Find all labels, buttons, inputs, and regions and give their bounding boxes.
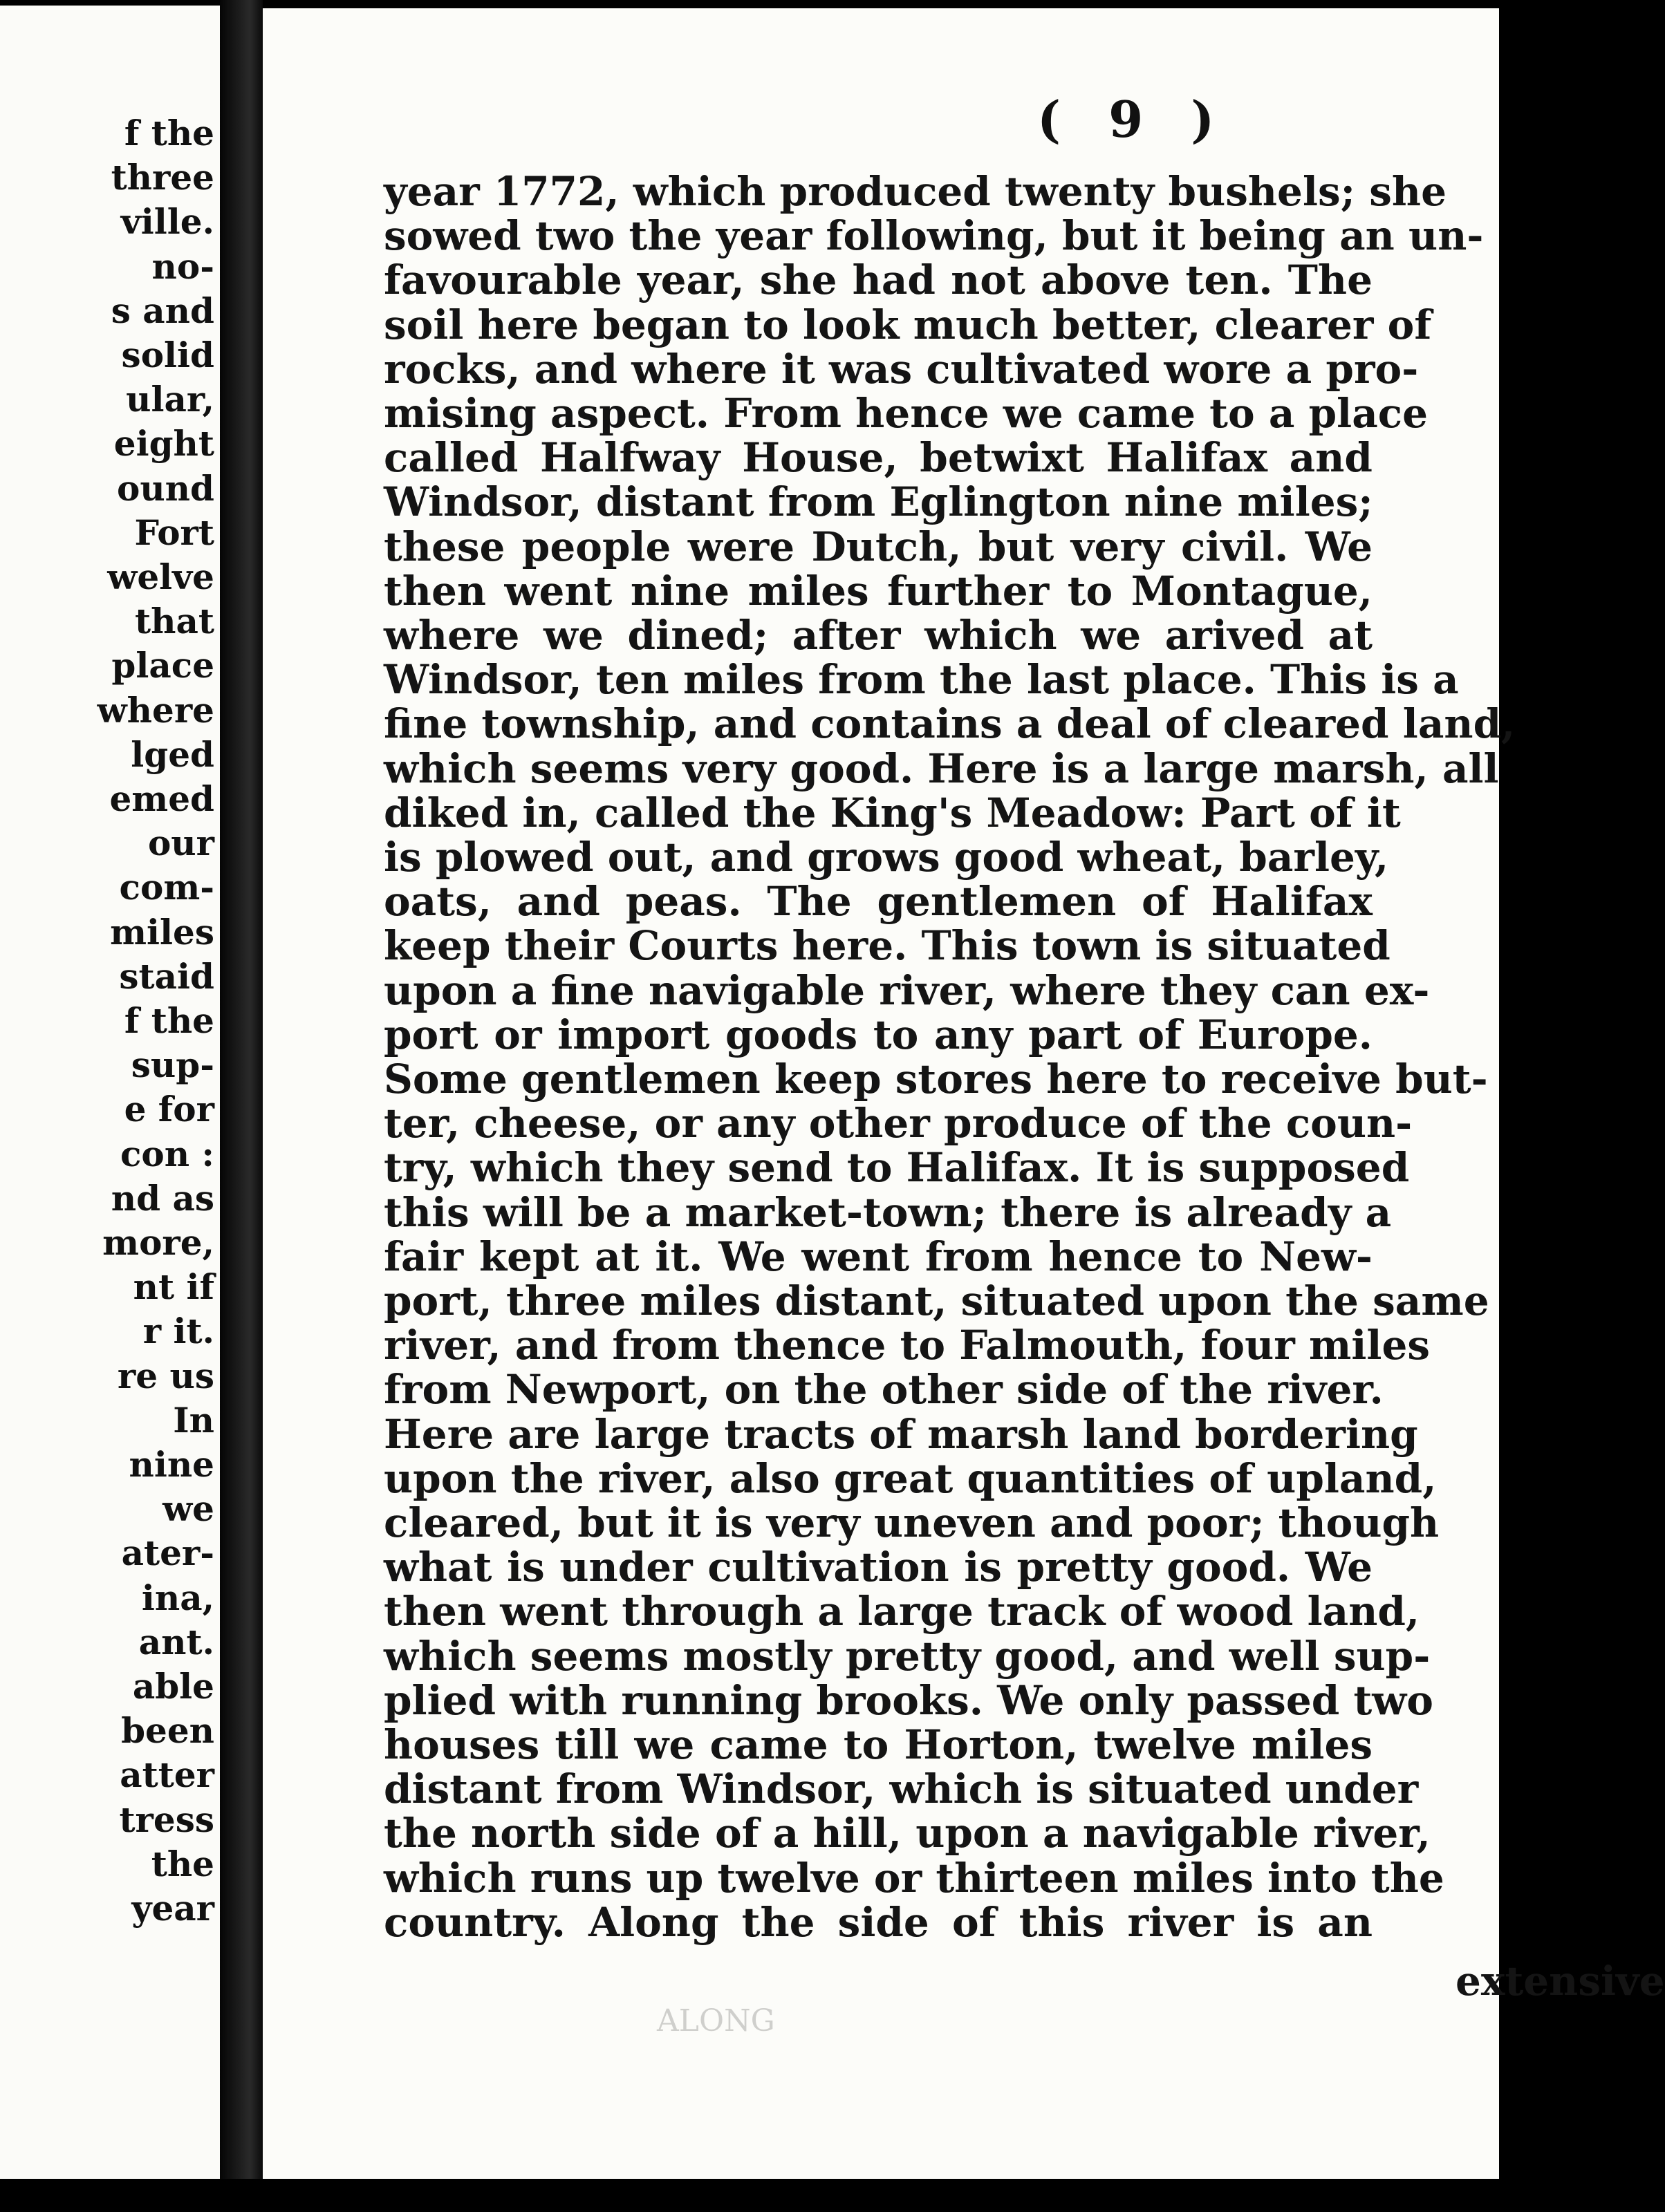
left-page-line: e for bbox=[124, 1089, 214, 1130]
text-line: cleared, but it is very uneven and poor; though bbox=[384, 1499, 1440, 1546]
text-line: the north side of a hill, upon a navigable river, bbox=[384, 1810, 1431, 1857]
left-page-line: f the bbox=[124, 1000, 214, 1041]
book-gutter bbox=[220, 0, 263, 2212]
left-page-line: year bbox=[131, 1888, 214, 1929]
left-page-line: re us bbox=[117, 1355, 214, 1396]
left-page-line: staid bbox=[119, 955, 214, 997]
left-page-line: more, bbox=[102, 1222, 214, 1263]
left-page-line: welve bbox=[107, 556, 214, 597]
text-line: these people were Dutch, but very civil. We bbox=[384, 523, 1373, 570]
left-page-line: atter bbox=[120, 1754, 214, 1796]
text-line: favourable year, she had not above ten. The bbox=[384, 256, 1373, 304]
left-page-line: ina, bbox=[141, 1577, 214, 1618]
text-line: ter, cheese, or any other produce of the coun- bbox=[384, 1100, 1413, 1147]
text-line: diked in, called the King's Meadow: Part of it bbox=[384, 789, 1401, 836]
left-page-line: sup- bbox=[131, 1044, 214, 1086]
left-page-line: eight bbox=[113, 423, 214, 465]
page bbox=[263, 8, 1665, 2179]
text-line: oats, and peas. The gentlemen of Halifax bbox=[384, 878, 1373, 926]
left-page-line: our bbox=[147, 823, 214, 864]
left-page-line: ant. bbox=[138, 1621, 214, 1662]
left-page-line: place bbox=[111, 645, 214, 686]
left-page-line: s and bbox=[111, 290, 214, 331]
text-line: keep their Courts here. This town is situated bbox=[384, 922, 1390, 970]
text-line: soil here began to look much better, clearer of bbox=[384, 301, 1432, 348]
left-page-line: ular, bbox=[126, 379, 214, 420]
text-line: Here are large tracts of marsh land bordering bbox=[384, 1410, 1418, 1458]
text-line: plied with running brooks. We only passed two bbox=[384, 1676, 1433, 1724]
left-page-line: emed bbox=[109, 778, 214, 819]
text-line: from Newport, on the other side of the river. bbox=[384, 1366, 1384, 1414]
text-line: distant from Windsor, which is situated under bbox=[384, 1765, 1419, 1813]
text-line: port or import goods to any part of Europe. bbox=[384, 1011, 1373, 1058]
left-page-line: lged bbox=[131, 733, 214, 775]
text-line: Some gentlemen keep stores here to receive but- bbox=[384, 1056, 1488, 1103]
text-line: Windsor, distant from Eglington nine miles; bbox=[384, 478, 1373, 526]
text-line: which seems very good. Here is a large marsh, all bbox=[384, 744, 1499, 792]
left-page-line: able bbox=[132, 1666, 214, 1707]
left-page-line: nine bbox=[129, 1444, 214, 1485]
left-page-line: In bbox=[173, 1399, 214, 1441]
text-line: called Halfway House, betwixt Halifax and bbox=[384, 434, 1373, 482]
show-through-text: ALONG bbox=[657, 2003, 775, 2038]
catchword: extensive bbox=[1455, 1958, 1665, 2005]
text-line: where we dined; after which we arived at bbox=[384, 612, 1373, 659]
text-line: river, and from thence to Falmouth, four miles bbox=[384, 1322, 1431, 1369]
left-page-line: ville. bbox=[120, 201, 214, 243]
text-line: then went nine miles further to Montague, bbox=[384, 567, 1373, 615]
left-page-line: nd as bbox=[111, 1177, 214, 1219]
left-page-line: we bbox=[162, 1488, 214, 1530]
text-line: then went through a large track of wood land, bbox=[384, 1588, 1420, 1635]
left-page-line: ater- bbox=[121, 1533, 214, 1574]
left-page-line: r it. bbox=[142, 1311, 214, 1352]
text-line: rocks, and where it was cultivated wore a pro- bbox=[384, 345, 1419, 393]
left-page-line: where bbox=[97, 689, 214, 731]
text-line: mising aspect. From hence we came to a place bbox=[384, 390, 1429, 437]
left-page-line: con : bbox=[120, 1133, 214, 1174]
text-line: Windsor, ten miles from the last place. This is a bbox=[384, 656, 1459, 704]
text-line: country. Along the side of this river is an bbox=[384, 1898, 1373, 1946]
page-number: ( 9 ) bbox=[1037, 90, 1230, 149]
bottom-edge bbox=[0, 2179, 1499, 2212]
text-line: sowed two the year following, but it being an un- bbox=[384, 212, 1484, 260]
left-page-line: Fort bbox=[134, 512, 214, 553]
text-line: upon the river, also great quantities of upland, bbox=[384, 1454, 1437, 1502]
text-line: is plowed out, and grows good wheat, barley, bbox=[384, 834, 1389, 881]
text-line: try, which they send to Halifax. It is supposed bbox=[384, 1144, 1410, 1192]
left-facing-page bbox=[0, 6, 220, 2197]
text-line: fair kept at it. We went from hence to New- bbox=[384, 1232, 1373, 1280]
left-page-line: no- bbox=[151, 245, 214, 287]
text-line: this will be a market-town; there is already a bbox=[384, 1188, 1392, 1236]
left-page-line: the bbox=[151, 1843, 214, 1884]
text-line: houses till we came to Horton, twelve miles bbox=[384, 1721, 1373, 1768]
text-line: port, three miles distant, situated upon the same bbox=[384, 1277, 1489, 1324]
left-page-line: been bbox=[121, 1710, 214, 1752]
text-line: which runs up twelve or thirteen miles into the bbox=[384, 1854, 1444, 1902]
left-page-line: ound bbox=[116, 467, 214, 509]
left-page-line: that bbox=[135, 601, 214, 642]
text-line: upon a fine navigable river, where they can ex- bbox=[384, 966, 1430, 1014]
text-line: year 1772, which produced twenty bushels; she bbox=[384, 168, 1447, 215]
left-page-line: three bbox=[111, 157, 214, 198]
text-line: fine township, and contains a deal of cleared land, bbox=[384, 700, 1516, 748]
left-page-line: solid bbox=[121, 335, 214, 375]
left-page-line: tress bbox=[119, 1799, 214, 1840]
text-line: what is under cultivation is pretty good. We bbox=[384, 1544, 1373, 1591]
left-page-line: f the bbox=[124, 113, 214, 153]
text-line: which seems mostly pretty good, and well sup- bbox=[384, 1632, 1431, 1680]
left-page-line: miles bbox=[110, 911, 214, 953]
left-page-line: com- bbox=[119, 867, 214, 908]
left-page-line: nt if bbox=[133, 1266, 214, 1308]
